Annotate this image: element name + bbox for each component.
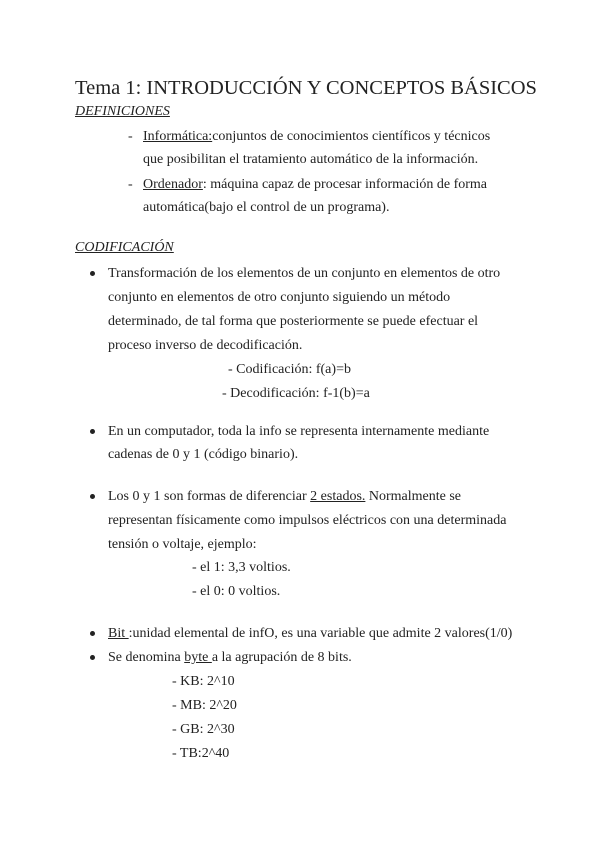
formula-codificacion: - Codificación: f(a)=b [228, 362, 351, 377]
definition-text: que posibilitan el tratamiento automático de la información. [143, 152, 479, 167]
text: Se denomina [108, 650, 185, 665]
text: Normalmente se [365, 489, 462, 504]
unit-item: - MB: 2^20 [172, 698, 237, 713]
paragraph-line [108, 487, 461, 507]
definition-text: : máquina capaz de procesar información de forma [202, 177, 488, 192]
paragraph-line: determinado, de tal forma que posteriormente se puede efectuar el [108, 314, 479, 329]
bit-definition [108, 624, 512, 644]
definition-text: conjuntos de conocimientos científicos y técnicos [212, 129, 491, 144]
byte-definition [108, 648, 352, 668]
dash-marker: - [128, 177, 133, 192]
bullet-icon [90, 494, 95, 499]
unit-item: - TB:2^40 [172, 746, 230, 761]
text: Los 0 y 1 son formas de diferenciar [108, 489, 311, 504]
paragraph-line: tensión o voltaje, ejemplo: [108, 537, 257, 552]
bullet-icon [90, 631, 95, 636]
bullet-icon [90, 429, 95, 434]
heading-definiciones: DEFINICIONES [75, 104, 170, 119]
paragraph-line: conjunto en elementos de otro conjunto siguiendo un método [108, 290, 451, 305]
definition-text: automática(bajo el control de un programa). [143, 200, 390, 215]
paragraph-line: proceso inverso de decodificación. [108, 338, 303, 353]
definition-informatica [143, 127, 490, 147]
definition-ordenador [143, 175, 487, 195]
term: Bit [108, 626, 129, 641]
term: Informática: [143, 129, 213, 144]
underlined-term: 2 estados. [310, 489, 366, 504]
text: a la agrupación de 8 bits. [211, 650, 352, 665]
unit-item: - GB: 2^30 [172, 722, 235, 737]
heading-codificacion: CODIFICACIÓN [75, 240, 174, 255]
voltage-example: - el 1: 3,3 voltios. [192, 560, 291, 575]
text: :unidad elemental de infO, es una variable que admite 2 valores(1/0) [128, 626, 513, 641]
bullet-icon [90, 655, 95, 660]
term: byte [184, 650, 212, 665]
voltage-example: - el 0: 0 voltios. [192, 584, 281, 599]
paragraph-line: En un computador, toda la info se representa internamente mediante [108, 424, 490, 439]
paragraph-line: cadenas de 0 y 1 (código binario). [108, 447, 299, 462]
bullet-icon [90, 271, 95, 276]
page-title: Tema 1: INTRODUCCIÓN Y CONCEPTOS BÁSICOS [75, 77, 537, 99]
paragraph-line: Transformación de los elementos de un conjunto en elementos de otro [108, 266, 501, 281]
dash-marker: - [128, 129, 133, 144]
formula-decodificacion: - Decodificación: f-1(b)=a [222, 386, 370, 401]
paragraph-line: representan físicamente como impulsos eléctricos con una determinada [108, 513, 507, 528]
term: Ordenador [143, 177, 203, 192]
unit-item: - KB: 2^10 [172, 674, 235, 689]
